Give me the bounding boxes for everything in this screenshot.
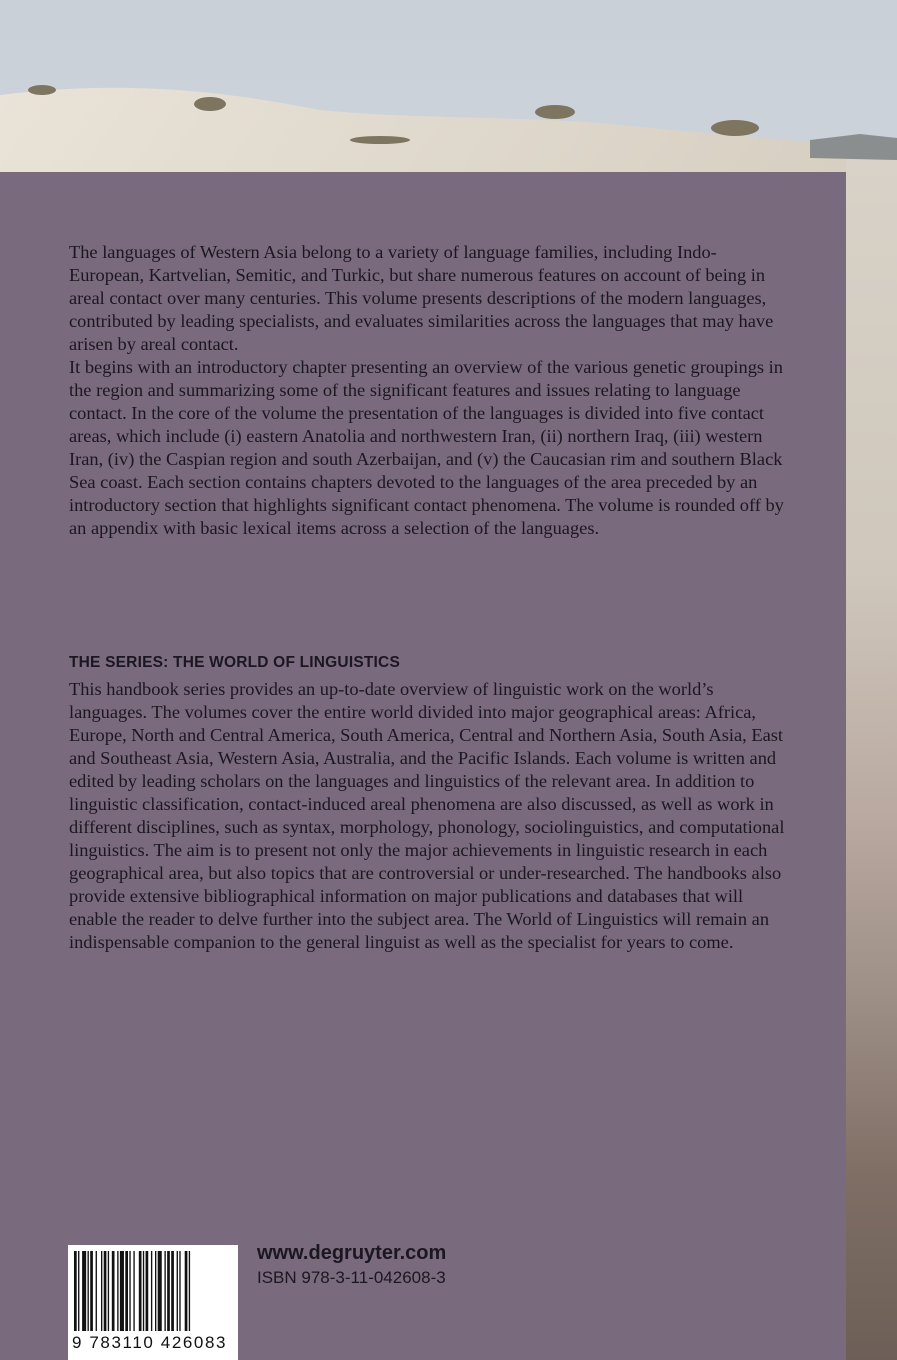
- barcode-bar: [101, 1251, 102, 1331]
- barcode-bar: [82, 1251, 86, 1331]
- publisher-url[interactable]: www.degruyter.com: [257, 1242, 447, 1264]
- barcode-bar: [177, 1251, 178, 1331]
- barcode-bar: [78, 1251, 79, 1331]
- barcode-bar: [164, 1251, 165, 1331]
- barcode-bar: [151, 1251, 152, 1331]
- barcode-bar: [74, 1251, 77, 1331]
- isbn-barcode: [68, 1245, 238, 1360]
- barcode-bar: [139, 1251, 142, 1331]
- barcode-bar: [125, 1251, 128, 1331]
- barcode-bar: [112, 1251, 115, 1331]
- barcode-bar: [104, 1251, 107, 1331]
- barcode-bar: [171, 1251, 174, 1331]
- blurb-paragraph-2: It begins with an introductory chapter presenting an overview of the various genetic groupings in the region and summarizing some of the significant features and issues relating to language contact. In the core of the volume the presentation of the languages is divided into five contact areas, which include (i) eastern Anatolia and northwestern Iran, (ii) northern Iraq, (iii) western Iran, (iv) the Caspian region and south Azerbaijan, and (v) the Caucasian rim and southern Black Sea coast. Each section contains chapters devoted to the languages of the area preceded by an introductory section that highlights significant contact phenomena. The volume is rounded off by an appendix with basic lexical items across a selection of the languages.: [69, 357, 784, 538]
- barcode-bar: [158, 1251, 162, 1331]
- barcode-bar: [108, 1251, 109, 1331]
- barcode-bar: [189, 1251, 190, 1331]
- barcode-bar: [179, 1251, 180, 1331]
- barcode-bar: [133, 1251, 134, 1331]
- barcode-bar: [117, 1251, 118, 1331]
- barcode-bar: [129, 1251, 130, 1331]
- book-blurb: [69, 241, 789, 540]
- barcode-bar: [146, 1251, 149, 1331]
- barcode-digits: 9 783110 426083: [72, 1333, 228, 1352]
- series-heading: THE SERIES: THE WORLD OF LINGUISTICS: [69, 654, 400, 671]
- isbn-number: ISBN 978-3-11-042608-3: [257, 1268, 446, 1287]
- barcode-bar: [88, 1251, 89, 1331]
- barcode-bar: [185, 1251, 188, 1331]
- series-description: This handbook series provides an up-to-date overview of linguistic work on the world’s languages. The volumes cover the entire world divided into major geographical areas: Africa, Europe, North and Central America, South America, Central and Northern Asia, South Asia, East and Southeast Asia, Western Asia, Australia, and the Pacific Islands. Each volume is written and edited by leading scholars on the languages and linguistics of the relevant area. In addition to linguistic classification, contact-induced areal phenomena are also discussed, as well as work in different disciplines, such as syntax, morphology, phonology, sociolinguistics, and computational linguistics. The aim is to present not only the major achievements in linguistic research in each geographical area, but also topics that are controversial or under-researched. The handbooks also provide extensive bibliographical information on major publications and databases that will enable the reader to delve further into the subject area. The World of Linguistics will remain an indispensable companion to the general linguist as well as the specialist for years to come.: [69, 679, 785, 952]
- blurb-paragraph-1: The languages of Western Asia belong to a variety of language families, including Indo-European, Kartvelian, Semitic, and Turkic, but share numerous features on account of being in areal contact over many centuries. This volume presents descriptions of the modern languages, contributed by leading specialists, and evaluates similarities across the languages that may have arisen by areal contact.: [69, 242, 774, 354]
- barcode-bar: [96, 1251, 97, 1331]
- barcode-bar: [167, 1251, 170, 1331]
- barcode-bars: [74, 1251, 232, 1331]
- barcode-bar: [90, 1251, 93, 1331]
- barcode-bar: [143, 1251, 144, 1331]
- barcode-bar: [155, 1251, 156, 1331]
- barcode-bar: [120, 1251, 124, 1331]
